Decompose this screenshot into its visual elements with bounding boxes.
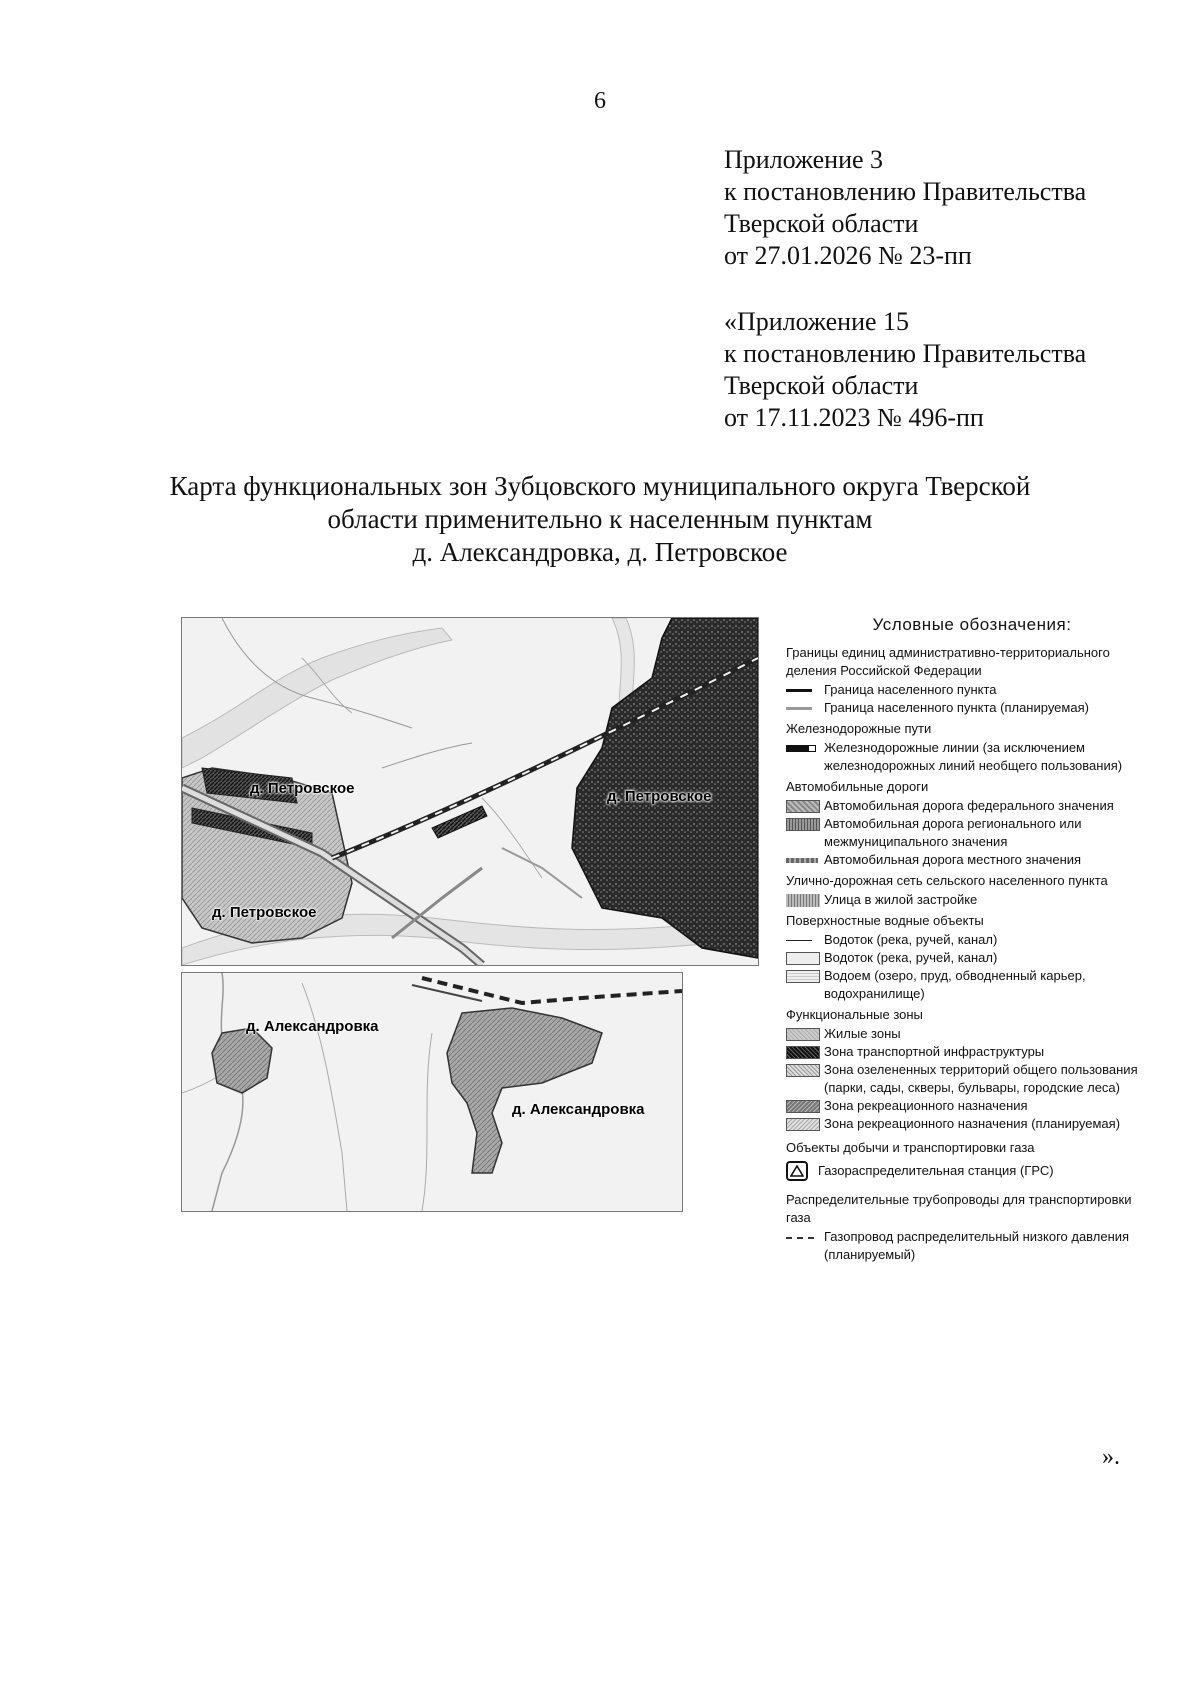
road-local-icon xyxy=(786,854,820,867)
map-label-petrovskoe-east: д. Петровское xyxy=(607,788,712,805)
legend-item xyxy=(786,1043,1138,1061)
legend-item-label: Водоем (озеро, пруд, обводненный карьер, водохранилище) xyxy=(824,968,1086,1001)
street-icon xyxy=(786,894,820,907)
legend-item xyxy=(786,699,1138,717)
title-line-2: области применительно к населенным пунктам xyxy=(327,504,873,534)
appendix-3-header xyxy=(724,144,1086,272)
map-aleksandrovka xyxy=(181,972,683,1212)
gas-pipeline-icon xyxy=(786,1231,820,1244)
recreation-zone-planned-icon xyxy=(786,1118,820,1131)
legend-item xyxy=(786,797,1138,815)
appendix-15-header xyxy=(724,306,1086,434)
page-number: 6 xyxy=(594,88,606,114)
legend-item xyxy=(786,681,1138,699)
legend-item-label: Водоток (река, ручей, канал) xyxy=(824,932,998,947)
legend-item xyxy=(786,739,1138,775)
greenery-zone-icon xyxy=(786,1064,820,1077)
residential-zone-icon xyxy=(786,1028,820,1041)
legend-item-label: Зона рекреационного назначения xyxy=(824,1098,1028,1113)
legend-item xyxy=(786,1061,1138,1097)
legend-item xyxy=(786,1097,1138,1115)
road-regional-icon xyxy=(786,818,820,831)
appendix-15-line-1: «Приложение 15 xyxy=(724,307,910,336)
legend-item-label: Железнодорожные линии (за исключением железнодорожных линий необщего пользования) xyxy=(824,740,1123,773)
appendix-15-line-3: Тверской области xyxy=(724,371,919,400)
watercourse-area-icon xyxy=(786,952,820,965)
line-solid-icon xyxy=(786,684,820,697)
gas-station-icon xyxy=(786,1161,808,1181)
appendix-3-line-2: к постановлению Правительства xyxy=(724,177,1087,206)
legend-group-water xyxy=(786,912,1138,1003)
legend-item-label: Граница населенного пункта (планируемая) xyxy=(824,700,1089,715)
map-label-petrovskoe-south: д. Петровское xyxy=(212,904,317,921)
road-federal-icon xyxy=(786,800,820,813)
legend-group-title: Объекты добычи и транспортировки газа xyxy=(786,1140,1035,1155)
appendix-3-line-3: Тверской области xyxy=(724,209,919,238)
title-line-1: Карта функциональных зон Зубцовского муниципального округа Тверской xyxy=(169,471,1031,501)
appendix-15-line-4: от 17.11.2023 № 496-пп xyxy=(724,403,984,432)
legend-group-functional-zones xyxy=(786,1006,1138,1133)
legend-group-gas-objects xyxy=(786,1139,1138,1181)
appendix-3-line-1: Приложение 3 xyxy=(724,145,884,174)
legend-item-label: Зона озелененных территорий общего пользования (парки, сады, скверы, бульвары, городские леса) xyxy=(824,1062,1138,1095)
line-light-icon xyxy=(786,702,820,715)
legend-item-label: Зона транспортной инфраструктуры xyxy=(824,1044,1045,1059)
legend-item-label: Газораспределительная станция (ГРС) xyxy=(818,1163,1054,1178)
legend-item-label: Газопровод распределительный низкого давления (планируемый) xyxy=(824,1229,1130,1262)
legend-group-title: Функциональные зоны xyxy=(786,1007,923,1022)
railway-icon xyxy=(786,742,820,755)
legend-item-label: Зона рекреационного назначения (планируемая) xyxy=(824,1116,1121,1131)
legend-item xyxy=(786,1025,1138,1043)
legend-item xyxy=(786,931,1138,949)
legend-item-label: Жилые зоны xyxy=(824,1026,901,1041)
legend-item xyxy=(786,967,1138,1003)
legend-item-label: Водоток (река, ручей, канал) xyxy=(824,950,998,965)
legend-group-admin-boundaries xyxy=(786,644,1138,717)
legend-group-title: Поверхностные водные объекты xyxy=(786,913,984,928)
map-legend xyxy=(786,616,1138,1264)
legend-item xyxy=(786,1161,1138,1181)
map-label-petrovskoe-west: д. Петровское xyxy=(250,780,355,797)
map-label-aleksandrovka-west: д. Александровка xyxy=(246,1018,379,1035)
legend-item-label: Автомобильная дорога федерального значения xyxy=(824,798,1114,813)
legend-group-streets xyxy=(786,872,1138,909)
closing-quote-mark: ». xyxy=(1102,1444,1120,1470)
legend-item xyxy=(786,949,1138,967)
legend-item xyxy=(786,851,1138,869)
legend-item xyxy=(786,815,1138,851)
map-aleksandrovka-drawing xyxy=(182,973,682,1211)
appendix-3-line-4: от 27.01.2026 № 23-пп xyxy=(724,241,972,270)
map-petrovskoe xyxy=(181,617,759,966)
legend-item xyxy=(786,1115,1138,1133)
legend-item xyxy=(786,1228,1138,1264)
legend-group-title: Автомобильные дороги xyxy=(786,779,929,794)
transport-zone-icon xyxy=(786,1046,820,1059)
watercourse-line-icon xyxy=(786,934,820,947)
legend-group-gas-pipelines xyxy=(786,1191,1138,1264)
appendix-15-line-2: к постановлению Правительства xyxy=(724,339,1087,368)
document-title xyxy=(150,470,1050,569)
legend-item-label: Граница населенного пункта xyxy=(824,682,997,697)
legend-item-label: Автомобильная дорога местного значения xyxy=(824,852,1082,867)
legend-group-title: Границы единиц административно-территориального деления Российской Федерации xyxy=(786,645,1110,678)
title-line-3: д. Александровка, д. Петровское xyxy=(412,537,788,567)
recreation-zone-icon xyxy=(786,1100,820,1113)
legend-group-roads xyxy=(786,778,1138,869)
legend-group-title: Железнодорожные пути xyxy=(786,721,932,736)
legend-group-railways xyxy=(786,720,1138,775)
legend-title: Условные обозначения: xyxy=(872,615,1072,634)
legend-item xyxy=(786,891,1138,909)
legend-item-label: Улица в жилой застройке xyxy=(824,892,978,907)
map-label-aleksandrovka-east: д. Александровка xyxy=(512,1101,645,1118)
legend-item-label: Автомобильная дорога регионального или межмуниципального значения xyxy=(824,816,1082,849)
legend-group-title: Распределительные трубопроводы для транспортировки газа xyxy=(786,1192,1132,1225)
water-body-icon xyxy=(786,970,820,983)
legend-group-title: Улично-дорожная сеть сельского населенного пункта xyxy=(786,873,1108,888)
